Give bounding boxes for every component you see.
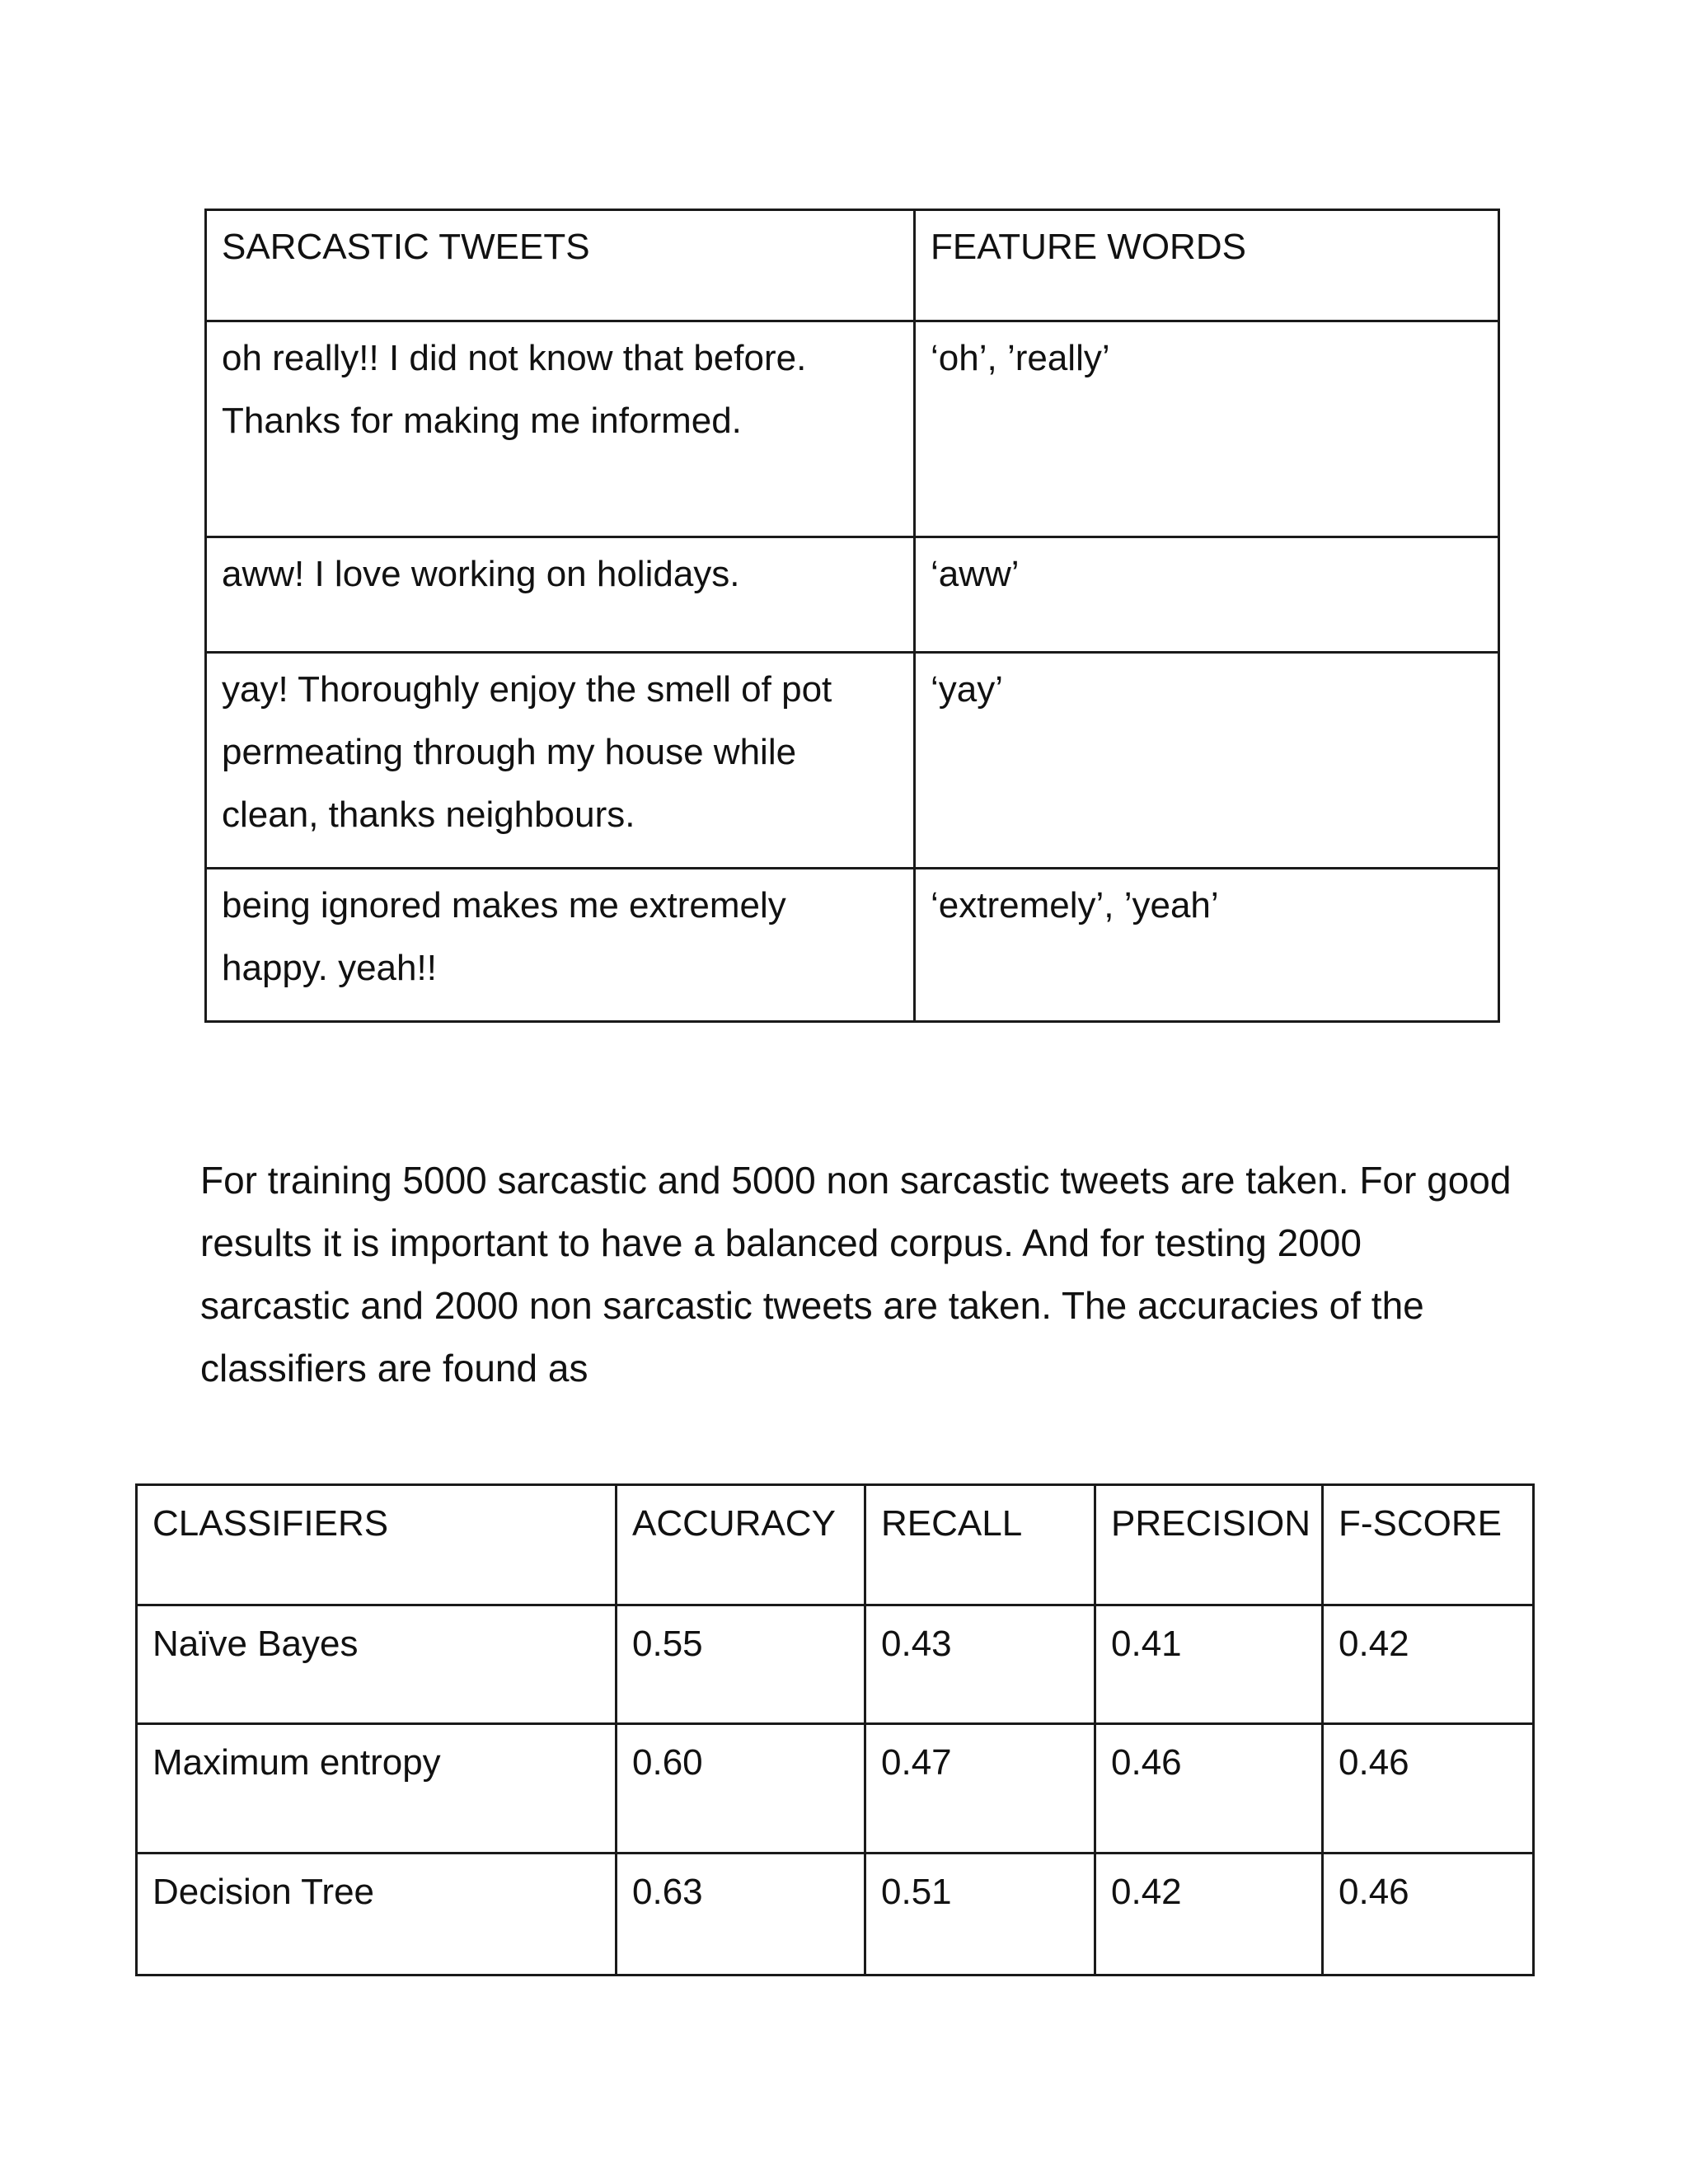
table-row [206, 321, 1499, 537]
accuracy-cell: 0.55 [617, 1605, 865, 1724]
precision-cell: 0.46 [1095, 1724, 1323, 1854]
table-header-row [137, 1485, 1534, 1605]
table-row [206, 869, 1499, 1022]
recall-cell: 0.47 [865, 1724, 1095, 1854]
header-f-score: F-SCORE [1323, 1485, 1534, 1605]
tweet-cell: being ignored makes me extremely happy. yeah!! [206, 869, 915, 1022]
tweet-cell: aww! I love working on holidays. [206, 537, 915, 653]
feature-words-cell: ‘yay’ [915, 653, 1499, 869]
header-accuracy: ACCURACY [617, 1485, 865, 1605]
classifier-name-cell: Decision Tree [137, 1854, 617, 1975]
table-row [206, 653, 1499, 869]
f-score-cell: 0.46 [1323, 1724, 1534, 1854]
body-paragraph: For training 5000 sarcastic and 5000 non sarcastic tweets are taken. For good results it is important to have a balanced corpus. And for testing 2000 sarcastic and 2000 non sarcastic tweets are taken. The accuracies of the classifiers are found as [200, 1159, 1512, 1390]
header-recall: RECALL [865, 1485, 1095, 1605]
recall-cell: 0.51 [865, 1854, 1095, 1975]
f-score-cell: 0.42 [1323, 1605, 1534, 1724]
tweet-cell: oh really!! I did not know that before. Thanks for making me informed. [206, 321, 915, 537]
header-feature-words: FEATURE WORDS [915, 210, 1499, 321]
feature-words-cell: ‘aww’ [915, 537, 1499, 653]
tweet-cell: yay! Thoroughly enjoy the smell of pot permeating through my house while clean, thanks neighbours. [206, 653, 915, 869]
f-score-cell: 0.46 [1323, 1854, 1534, 1975]
table-row [137, 1605, 1534, 1724]
classifier-results-table [135, 1483, 1535, 1976]
accuracy-cell: 0.60 [617, 1724, 865, 1854]
table-row [206, 537, 1499, 653]
header-precision: PRECISION [1095, 1485, 1323, 1605]
feature-words-cell: ‘oh’, ’really’ [915, 321, 1499, 537]
table-header-row [206, 210, 1499, 321]
header-classifiers: CLASSIFIERS [137, 1485, 617, 1605]
table-row [137, 1854, 1534, 1975]
sarcastic-tweets-table [204, 209, 1500, 1023]
feature-words-cell: ‘extremely’, ’yeah’ [915, 869, 1499, 1022]
classifier-name-cell: Maximum entropy [137, 1724, 617, 1854]
header-sarcastic-tweets: SARCASTIC TWEETS [206, 210, 915, 321]
accuracy-cell: 0.63 [617, 1854, 865, 1975]
precision-cell: 0.41 [1095, 1605, 1323, 1724]
recall-cell: 0.43 [865, 1605, 1095, 1724]
classifier-name-cell: Naïve Bayes [137, 1605, 617, 1724]
precision-cell: 0.42 [1095, 1854, 1323, 1975]
table-row [137, 1724, 1534, 1854]
